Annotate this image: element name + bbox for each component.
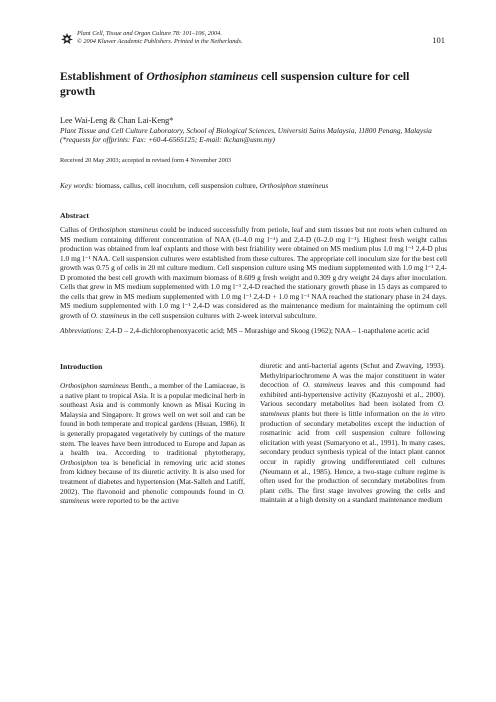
journal-line: Plant Cell, Tissue and Organ Culture 78: 101–106, 2004. bbox=[77, 30, 222, 37]
abstract-heading: Abstract bbox=[60, 211, 90, 220]
abstract-part: Callus of bbox=[60, 225, 90, 234]
journal-header bbox=[60, 30, 445, 52]
abstract-species: Orthosiphon stamineus bbox=[89, 225, 159, 234]
intro-species: Orthosiphon stamineus bbox=[60, 381, 129, 390]
abstract-text bbox=[60, 225, 447, 320]
intro-species: O. stamineus bbox=[302, 380, 344, 390]
title-text: Establishment of bbox=[60, 70, 147, 83]
keywords-text: biomass, callus, cell inoculum, cell suspension culture, bbox=[93, 181, 260, 190]
abbreviations-label: Abbreviations: bbox=[60, 326, 104, 335]
intro-text: diuretic and anti-bacterial agents (Schut and Zwaving, 1993). Methylripariochromene A was the major constituent in water decoction of bbox=[260, 361, 445, 390]
authors: Lee Wai-Leng & Chan Lai-Keng* bbox=[60, 116, 174, 125]
publisher-logo-icon bbox=[60, 32, 74, 46]
abstract-part: in the cell suspension cultures with 2-week interval subculture. bbox=[129, 310, 317, 320]
abstract-species: O. stamineus bbox=[90, 310, 130, 320]
received-date: Received 20 May 2003; accepted in revised form 4 November 2003 bbox=[60, 157, 232, 164]
page-number: 101 bbox=[432, 35, 445, 45]
abbreviations-text: 2,4-D – 2,4-dichlorophenoxyacetic acid; MS – Murashige and Skoog (1962); NAA – 1-napthalene acetic acid bbox=[103, 326, 429, 335]
copyright-line: © 2004 Kluwer Academic Publishers. Printed in the Netherlands. bbox=[77, 38, 243, 45]
keywords-label: Key words: bbox=[60, 181, 94, 190]
intro-species: O. stamineus bbox=[60, 486, 245, 506]
intro-text: tea is beneficial in removing uric acid stones from kidney because of its diuretic activity. It is also used for treatment of diabetes and hypertension (Mat-Salleh and Latiff, 2002). The flavonoid and phenolic compounds found in bbox=[60, 457, 245, 496]
introduction-column-right bbox=[260, 361, 445, 505]
intro-species: Orthosiphon bbox=[60, 457, 98, 467]
keywords bbox=[60, 181, 445, 190]
intro-text: Benth., a member of the Lamiaceae, is a native plant to tropical Asia. It is a popular medicinal herb in southeast Asia and is commonly known as Misai Kucing in Malaysia and Singapore. It grows well on wet soil and can be found in both temperate and tropical gardens (Hsuan, 1986). It is generally propagated vegetatively by cuttings of the mature stem. The leaves have been introduced to Europe and Japan as a health tea. According to traditional phytotherapy, bbox=[60, 381, 245, 458]
article-title bbox=[60, 70, 440, 99]
intro-text: production of secondary metabolites except the induction of rosmarinic acid from cell suspension culture following elicitation with yeast (Sumaryono et al., 1991). In many cases, secondary product synthesis typical of the intact plant cannot occur in rapidly growing undifferentiated cell cultures (Neumann et al., 1985). Hence, a two-stage culture regime is often used for the production of secondary metabolites from plant cells. The first stage involves growing the cells and maintain at a high density on a standard maintenance medium bbox=[260, 418, 445, 505]
introduction-column-left bbox=[60, 381, 245, 506]
abbreviations bbox=[60, 326, 447, 336]
abstract-part: could be induced successfully from petiole, leaf and stem tissues but not roots when cultured on MS medium containing different concentration of NAA (0–4.0 mg l⁻¹) and 2,4-D (0–2.0 mg l⁻¹). Highest fresh weight callus production was obtained from leaf explants and those with best friability were obtained on MS medium plus 1.0 mg l⁻¹ 2,4-D plus 1.0 mg l⁻¹ NAA. Cell suspension cultures were established from these cultures. The appropriate cell inoculum size for the best cell growth was 0.75 g of cells in 20 ml culture medium. Cell suspension culture using MS medium supplemented with 1.0 mg l⁻¹ 2,4-D promoted the best cell growth with maximum biomass of 8.609 g fresh weight and 0.309 g dry weight 24 days after inoculation. Cells that grew in MS medium supplemented with 1.0 mg l⁻¹ 2,4-D reached the stationary growth phase in 15 days as compared to the cells that grew in MS medium supplemented with 1.0 mg l⁻¹ 2,4-D + 1.0 mg l⁻¹ NAA reached the stationary phase in 24 days. MS medium supplemented with 1.0 mg l⁻¹ 2,4-D was considered as the maintenance medium for maintaining the optimum cell growth of bbox=[60, 225, 447, 320]
affiliation: Plant Tissue and Cell Culture Laboratory, School of Biological Sciences, Universiti Sains Malaysia, 11800 Penang, Malaysia (*requests for offprints: Fax: +60-4-6565125; E-mail: lkchan@usm.my) bbox=[60, 126, 432, 145]
intro-species: O. stamineus bbox=[260, 399, 445, 418]
introduction-heading: Introduction bbox=[60, 362, 103, 371]
intro-italic: in vitro bbox=[423, 408, 445, 418]
intro-text: were reported to be the active bbox=[89, 496, 179, 506]
title-text-end: cell suspension culture for cell growth bbox=[60, 70, 410, 98]
title-species: Orthosiphon stamineus bbox=[146, 70, 259, 83]
intro-text: plants but there is little information on the bbox=[289, 408, 424, 418]
journal-citation bbox=[77, 30, 243, 46]
intro-text: leaves and this compound had exhibited anti-hypertensive activity (Kazuyoshi et al., 2000). Various secondary metabolites had been isolated from bbox=[260, 380, 445, 409]
keywords-species: Orthosiphon stamineus bbox=[259, 181, 329, 190]
